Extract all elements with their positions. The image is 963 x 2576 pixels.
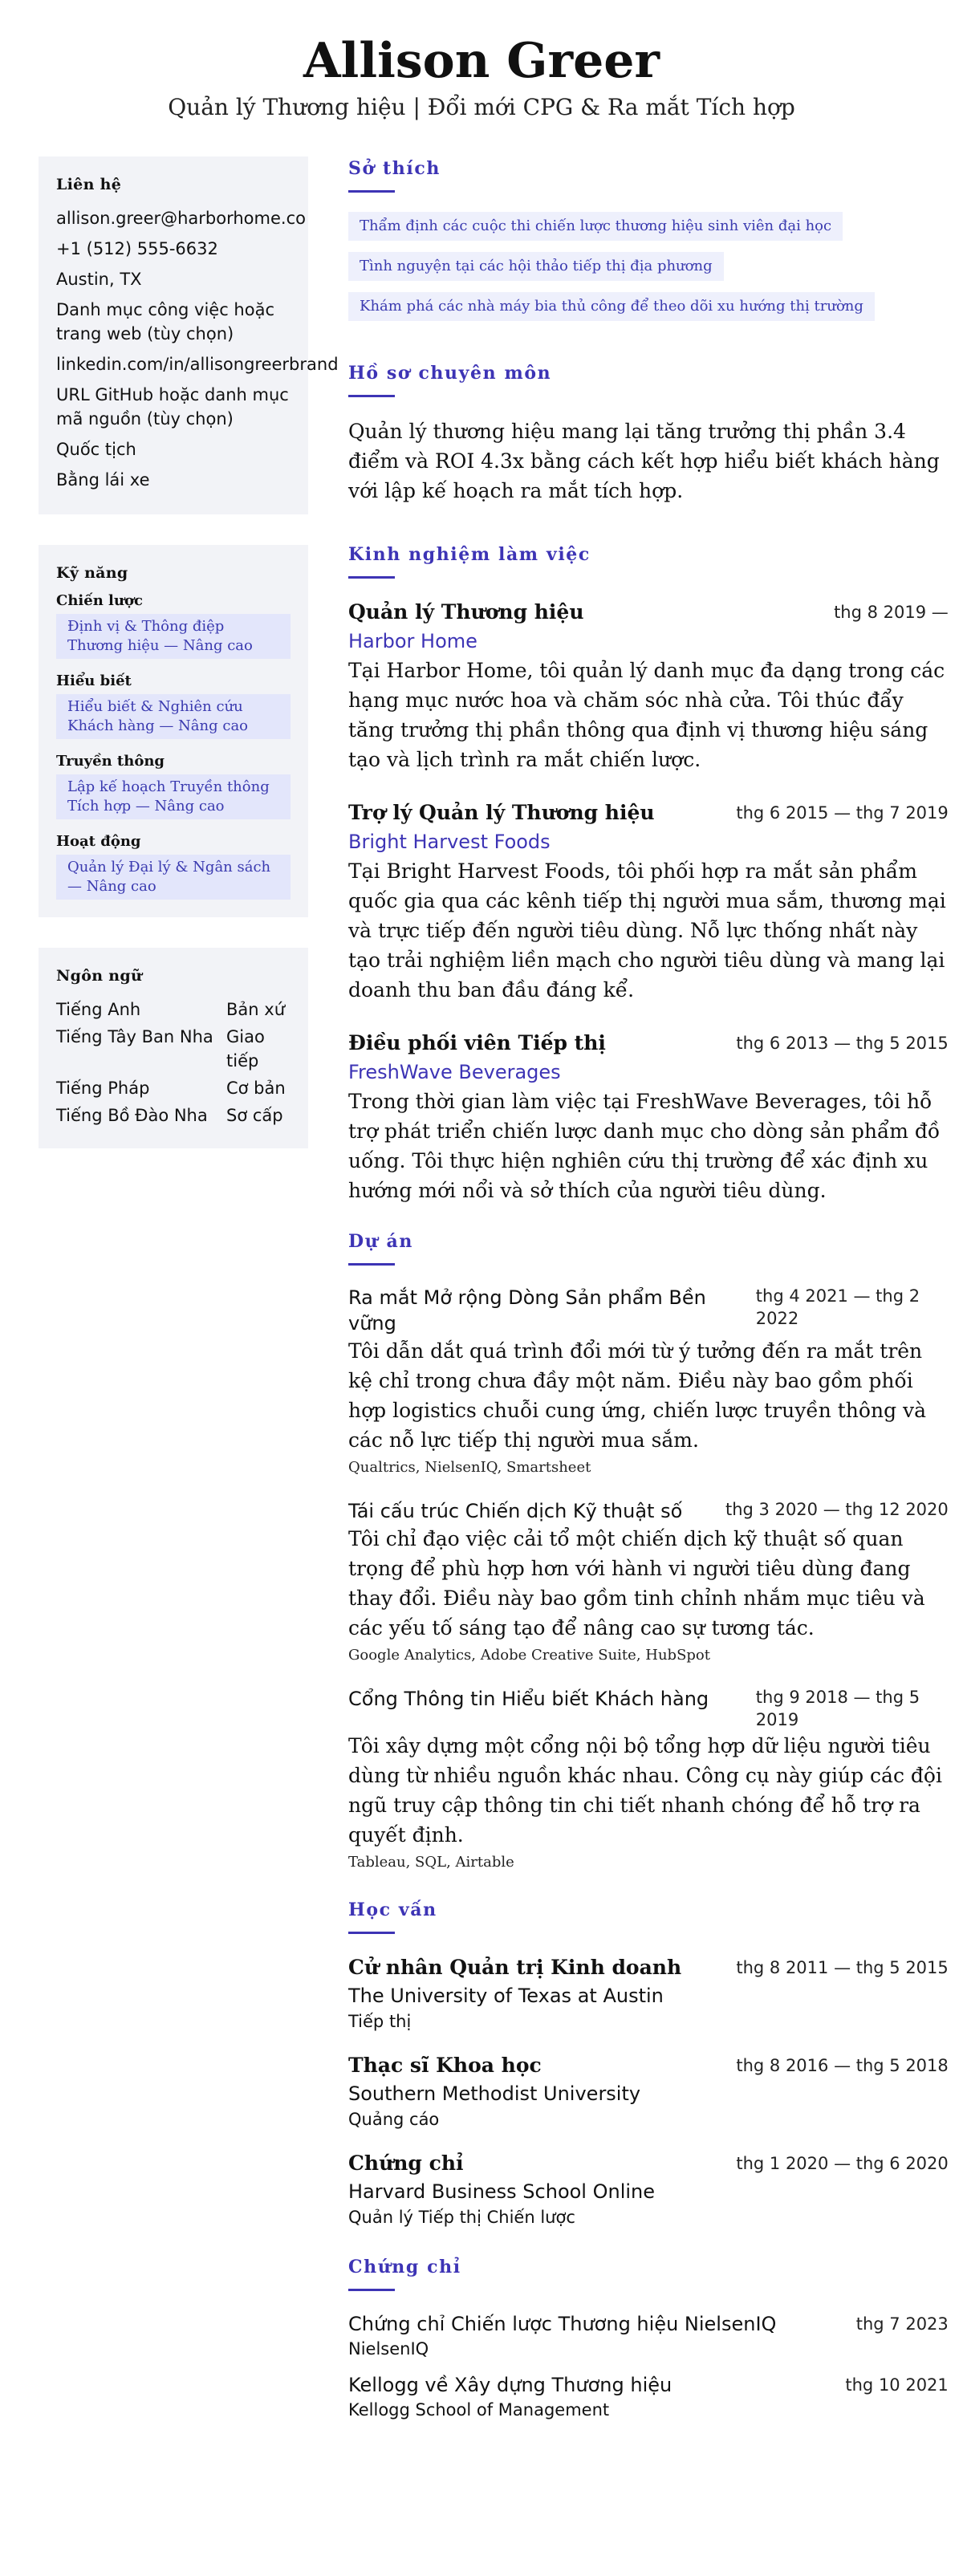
- section-divider: [348, 395, 395, 397]
- profile-section: [348, 361, 949, 506]
- languages-title: Ngôn ngữ: [56, 967, 143, 985]
- skill-category: Hiểu biết: [56, 672, 132, 689]
- education-entry: [348, 2149, 949, 2229]
- field-of-study: Quản lý Tiếp thị Chiến lược: [348, 2208, 575, 2227]
- job-description: Tại Harbor Home, tôi quản lý danh mục đa dạng trong các hạng mục nước hoa và chăm sóc nhà cửa. Tôi thúc đẩy tăng trưởng thị phần thông qua định vị thương hiệu sáng tạo và lịch trình ra mắt chiến lược.: [348, 659, 945, 771]
- language-name: Tiếng Bồ Đào Nha: [56, 1106, 208, 1125]
- degree-title: Chứng chỉ: [348, 2151, 464, 2175]
- education-section: [348, 1898, 949, 2229]
- degree-title: Cử nhân Quản trị Kinh doanh: [348, 1956, 682, 1979]
- profile-summary: Quản lý thương hiệu mang lại tăng trưởng thị phần 3.4 điểm và ROI 4.3x bằng cách kết hợp hiểu biết khách hàng với lập kế hoạch ra mắt tích hợp.: [348, 420, 940, 502]
- certificate-date: thg 7 2023: [855, 2314, 949, 2334]
- school-name: The University of Texas at Austin: [348, 1985, 664, 2007]
- education-dates: thg 8 2016 — thg 5 2018: [736, 2056, 949, 2075]
- section-divider: [348, 2289, 395, 2291]
- driving-license: Bằng lái xe: [56, 470, 150, 490]
- project-tools: Qualtrics, NielsenIQ, Smartsheet: [348, 1459, 591, 1476]
- job-dates: thg 8 2019 —: [834, 603, 949, 622]
- job-dates: thg 6 2013 — thg 5 2015: [736, 1034, 949, 1053]
- languages-box: [39, 948, 308, 1148]
- project-dates: thg 3 2020 — thg 12 2020: [725, 1500, 949, 1519]
- language-level: Giao tiếp: [226, 1027, 265, 1071]
- company-name: FreshWave Beverages: [348, 1061, 561, 1083]
- email-link[interactable]: allison.greer@harborhome.co: [56, 209, 306, 228]
- projects-section: [348, 1229, 949, 1874]
- project-entry: [348, 1285, 949, 1479]
- candidate-name: Allison Greer: [303, 33, 660, 89]
- job-description: Trong thời gian làm việc tại FreshWave Beverages, tôi hỗ trợ phát triển chiến lược danh mục cho dòng sản phẩm đồ uống. Tôi thực hiện nghiên cứu thị trường để xác định xu hướng mới nổi và sở thích của người tiêu dùng.: [348, 1090, 941, 1202]
- skill-group: [56, 591, 291, 659]
- sidebar: [39, 156, 339, 2432]
- field-of-study: Tiếp thị: [348, 2012, 412, 2031]
- language-row: [56, 1025, 291, 1073]
- nationality: Quốc tịch: [56, 440, 136, 459]
- experience-entry: [348, 1029, 949, 1205]
- job-title: Quản lý Thương hiệu: [348, 600, 584, 624]
- language-level: Bản xứ: [226, 1000, 285, 1019]
- certificate-name: Kellogg về Xây dựng Thương hiệu: [348, 2374, 672, 2396]
- skill-group: [56, 672, 291, 739]
- project-dates: thg 9 2018 — thg 5 2019: [755, 1688, 920, 1729]
- section-divider: [348, 1932, 395, 1934]
- interests-section: [348, 156, 949, 332]
- language-name: Tiếng Anh: [56, 1000, 141, 1019]
- education-entry: [348, 1953, 949, 2034]
- certificates-heading: Chứng chỉ: [348, 2257, 461, 2277]
- interests-heading: Sở thích: [348, 158, 441, 179]
- interest-tag: Tình nguyện tại các hội thảo tiếp thị địa phương: [348, 252, 724, 281]
- project-dates: thg 4 2021 — thg 2 2022: [755, 1286, 920, 1328]
- skill-tag: Quản lý Đại lý & Ngân sách — Nâng cao: [56, 855, 291, 900]
- resume-header: [0, 0, 963, 156]
- project-title: Cổng Thông tin Hiểu biết Khách hàng: [348, 1688, 709, 1710]
- school-name: Southern Methodist University: [348, 2082, 641, 2105]
- skill-category: Hoạt động: [56, 833, 141, 850]
- main-column: [348, 156, 949, 2432]
- company-name: Bright Harvest Foods: [348, 831, 551, 853]
- contact-title: Liên hệ: [56, 176, 122, 193]
- language-name: Tiếng Pháp: [56, 1079, 150, 1098]
- section-divider: [348, 1263, 395, 1266]
- language-level: Cơ bản: [226, 1079, 286, 1098]
- project-tools: Google Analytics, Adobe Creative Suite, HubSpot: [348, 1647, 711, 1664]
- skill-tag: Lập kế hoạch Truyền thông Tích hợp — Nâng cao: [56, 774, 291, 819]
- language-row: [56, 997, 291, 1022]
- candidate-headline: Quản lý Thương hiệu | Đổi mới CPG & Ra mắt Tích hợp: [168, 94, 795, 120]
- school-name: Harvard Business School Online: [348, 2180, 656, 2203]
- skill-tag: Định vị & Thông điệp Thương hiệu — Nâng cao: [56, 614, 291, 659]
- experience-section: [348, 542, 949, 1205]
- certificate-issuer: NielsenIQ: [348, 2339, 429, 2359]
- education-dates: thg 8 2011 — thg 5 2015: [736, 1958, 949, 1977]
- degree-title: Thạc sĩ Khoa học: [348, 2054, 542, 2077]
- linkedin-link[interactable]: linkedin.com/in/allisongreerbrand: [56, 355, 339, 374]
- company-name: Harbor Home: [348, 630, 477, 652]
- interest-tag: Khám phá các nhà máy bia thủ công để theo dõi xu hướng thị trường: [348, 292, 875, 321]
- certificate-date: thg 10 2021: [845, 2375, 949, 2395]
- resume-body: [0, 156, 963, 2432]
- language-level: Sơ cấp: [226, 1106, 283, 1125]
- skill-category: Chiến lược: [56, 592, 143, 609]
- project-description: Tôi dẫn dắt quá trình đổi mới từ ý tưởng đến ra mắt trên kệ chỉ trong chưa đầy một năm. Điều này bao gồm phối hợp logistics chuỗi cung ứng, chiến lược truyền thông và các nỗ lực tiếp thị người mua sắm.: [348, 1339, 927, 1452]
- interest-tag: Thẩm định các cuộc thi chiến lược thương hiệu sinh viên đại học: [348, 212, 843, 241]
- language-name: Tiếng Tây Ban Nha: [56, 1027, 213, 1046]
- certificate-name: Chứng chỉ Chiến lược Thương hiệu NielsenIQ: [348, 2313, 777, 2335]
- skill-group: [56, 832, 291, 900]
- project-tools: Tableau, SQL, Airtable: [348, 1854, 514, 1871]
- contact-box: [39, 156, 339, 514]
- project-title: Ra mắt Mở rộng Dòng Sản phẩm Bền vững: [348, 1286, 706, 1335]
- certificate-issuer: Kellogg School of Management: [348, 2400, 610, 2420]
- profile-heading: Hồ sơ chuyên môn: [348, 363, 552, 384]
- project-entry: [348, 1686, 949, 1874]
- skill-tag: Hiểu biết & Nghiên cứu Khách hàng — Nâng cao: [56, 694, 291, 739]
- portfolio-link[interactable]: Danh mục công việc hoặc trang web (tùy chọn): [56, 300, 275, 343]
- section-divider: [348, 190, 395, 193]
- projects-heading: Dự án: [348, 1231, 413, 1252]
- education-dates: thg 1 2020 — thg 6 2020: [736, 2154, 949, 2173]
- language-row: [56, 1076, 291, 1100]
- experience-entry: [348, 598, 949, 774]
- project-description: Tôi xây dựng một cổng nội bộ tổng hợp dữ liệu người tiêu dùng từ nhiều nguồn khác nhau. Công cụ này giúp các đội ngũ truy cập thông tin chi tiết nhanh chóng để hỗ trợ ra quyết định.: [348, 1734, 942, 1847]
- certificate-entry: [348, 2310, 949, 2360]
- experience-entry: [348, 798, 949, 1005]
- location: Austin, TX: [56, 270, 142, 289]
- phone-number: +1 (512) 555-6632: [56, 239, 218, 258]
- field-of-study: Quảng cáo: [348, 2110, 440, 2129]
- project-entry: [348, 1498, 949, 1667]
- certificates-section: [348, 2255, 949, 2421]
- github-link[interactable]: URL GitHub hoặc danh mục mã nguồn (tùy chọn): [56, 385, 289, 429]
- education-heading: Học vấn: [348, 1899, 437, 1920]
- skill-category: Truyền thông: [56, 753, 165, 770]
- education-entry: [348, 2051, 949, 2131]
- language-row: [56, 1103, 291, 1128]
- skills-title: Kỹ năng: [56, 564, 128, 582]
- project-title: Tái cấu trúc Chiến dịch Kỹ thuật số: [348, 1500, 683, 1522]
- experience-heading: Kinh nghiệm làm việc: [348, 544, 591, 565]
- job-title: Điều phối viên Tiếp thị: [348, 1031, 606, 1054]
- job-dates: thg 6 2015 — thg 7 2019: [736, 803, 949, 823]
- certificate-entry: [348, 2371, 949, 2421]
- job-description: Tại Bright Harvest Foods, tôi phối hợp ra mắt sản phẩm quốc gia qua các kênh tiếp thị người mua sắm, thương mại và trực tiếp đến người tiêu dùng. Nỗ lực thống nhất này tạo trải nghiệm liền mạch cho người tiêu dùng và mang lại doanh thu ban đầu đáng kể.: [348, 859, 946, 1002]
- skill-group: [56, 752, 291, 819]
- section-divider: [348, 576, 395, 579]
- project-description: Tôi chỉ đạo việc cải tổ một chiến dịch kỹ thuật số quan trọng để phù hợp hơn với hành vi người tiêu dùng đang thay đổi. Điều này bao gồm tinh chỉnh nhắm mục tiêu và các yếu tố sáng tạo để nâng cao sự tương tác.: [348, 1527, 925, 1639]
- skills-box: [39, 545, 308, 917]
- job-title: Trợ lý Quản lý Thương hiệu: [348, 801, 655, 824]
